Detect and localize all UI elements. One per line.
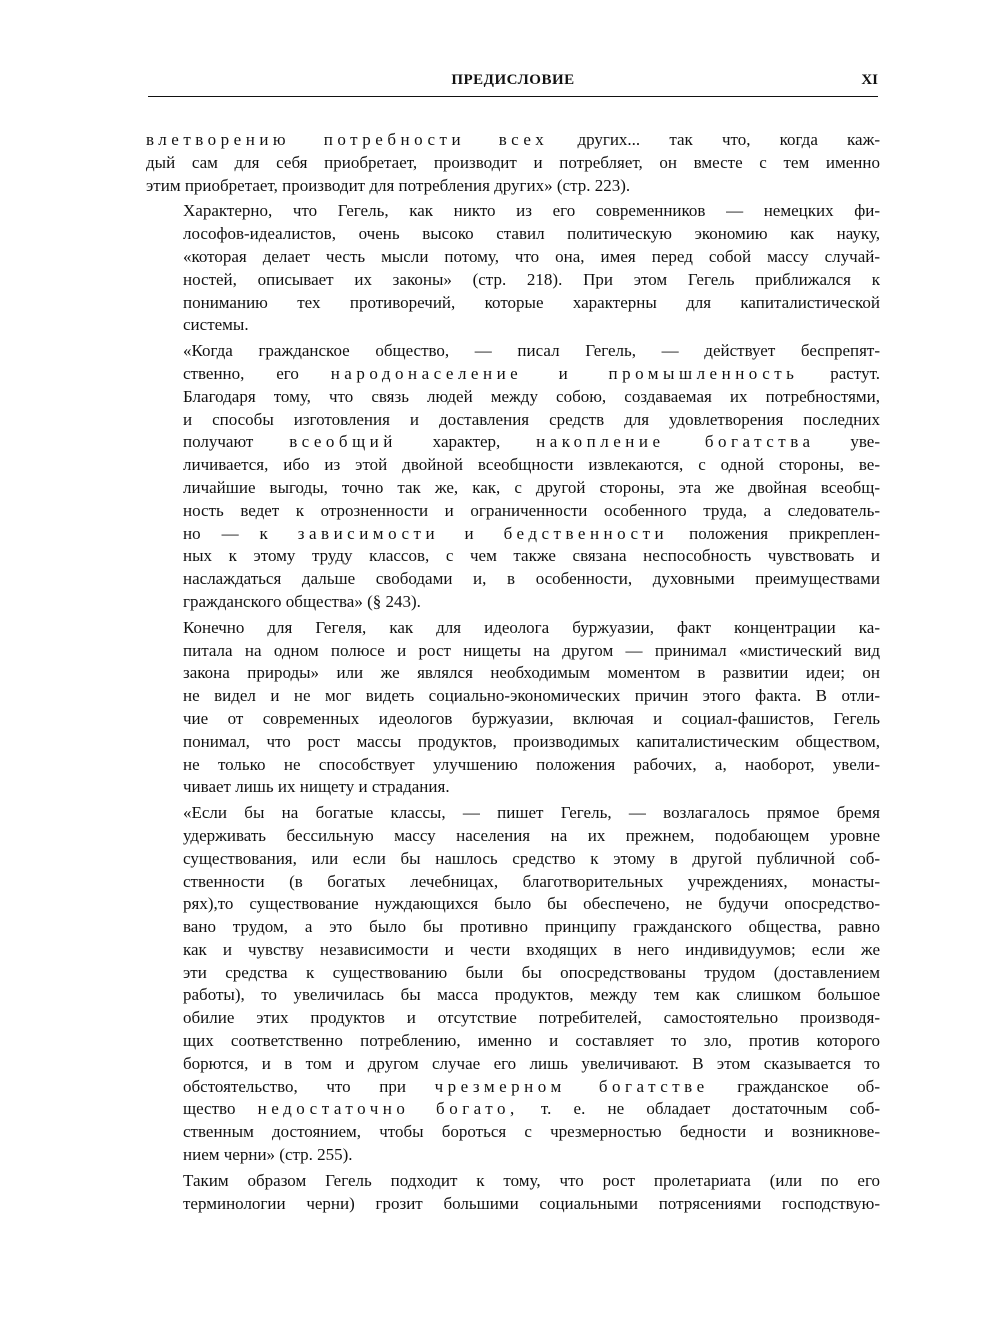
page-header [148,70,878,97]
text-line: гражданского общества» (§ 243). [183,591,421,611]
text-line: удерживать бессильную массу населения на их прежнем, подобающем уровне [183,825,880,845]
text-line: ственно, его народонаселение и промышленность растут. [183,363,881,383]
paragraph [146,1170,880,1216]
spaced-emphasis: влетворению потребности всех [146,130,549,149]
text-line: не видел и не мог видеть социально-экономических причин этого факта. В отли- [183,686,880,706]
text-line: лософов-идеалистов, очень высоко ставил политическую экономию как науку, [183,224,880,244]
spaced-emphasis: всеобщий [289,432,397,452]
text-line: Конечно для Гегеля, как для идеолога буржуазии, факт концентрации ка- [183,617,880,637]
paragraph-continuation [146,129,880,197]
text-line: ных к этому труду классов, с чем также связана неспособность чувствовать и [183,546,880,566]
text-line: системы. [183,315,249,335]
text-line: ственным достоянием, чтобы бороться с чрезмерностью бедности и возникнове- [183,1122,880,1142]
running-title: ПРЕДИСЛОВИЕ [451,72,575,88]
text-line: обстоятельство, что при чрезмерном богатстве гражданское об- [183,1076,880,1096]
text-line: и способы изготовления и доставления средств для удовлетворения последних [183,409,880,429]
text-line: вано трудом, а это было бы противно принципу гражданского общества, равно [183,917,880,937]
text-line: существования, или если бы нашлось средство к этому в другой публичной соб- [183,848,880,868]
text-line: эти средства к существованию были бы опосредствованы трудом (доставлением [183,962,880,982]
text-line: личайшие выгоды, точно так же, как, с другой стороны, эта же двойная всеобщ- [183,477,880,497]
paragraph [146,200,880,337]
text-line: нием черни» (стр. 255). [183,1145,353,1165]
spaced-emphasis: накопление богатства [536,432,815,452]
paragraph [146,802,880,1167]
page-number: XI [861,72,878,88]
text-line: ность ведет к отрозненности и ограниченности особенного труда, а следователь- [183,500,880,520]
text-line: дый сам для себя приобретает, производит и потребляет, он вместе с тем именно [146,152,880,172]
text-line: наслаждаться дальше свободами и, в особенности, духовными преимуществами [183,569,880,589]
text-line: как и чувству независимости и чести входящих в него индивидуумов; если же [183,939,880,959]
body-text [146,129,880,1218]
text-line: борются, и в том и другом случае его лишь увеличивают. В этом сказывается то [183,1053,880,1073]
text-line: ственности (в богатых лечебницах, благотворительных учреждениях, монасты- [183,871,880,891]
text-line: чивает лишь их нищету и страдания. [183,777,450,797]
text-line: работы), то увеличилась бы масса продуктов, между тем как слишком большое [183,985,880,1005]
text-line: не только не способствует улучшению положения рабочих, а, наоборот, увели- [183,754,880,774]
text-line: обилие этих продуктов и отсутствие потребителей, самостоятельно производя- [183,1008,880,1028]
spaced-emphasis: чрезмерном богатстве [434,1076,709,1096]
text-line: получают всеобщий характер, накопление богатства уве- [183,432,880,452]
spaced-emphasis: к зависимости и бедственности [259,523,669,543]
text-line: личивается, ибо из этой двойной всеобщности извлекаются, с одной стороны, ве- [183,455,880,475]
text-line: Таким образом Гегель подходит к тому, что рост пролетариата (или по его [183,1170,880,1190]
text-line: закона природы» или же являлся необходимым моментом в развитии идеи; он [183,663,880,683]
text-line: «которая делает честь мысли потому, что она, имея перед собой массу случай- [183,246,880,266]
paragraph [146,340,880,614]
text-line: Благодаря тому, что связь людей между собою, создаваемая их потребностями, [183,386,880,406]
text-line: рях),то существование нуждающихся было бы обеспечено, не будучи опосредство- [183,894,880,914]
text-line: влетворению потребности всех другиx... так что, когда каж- [146,130,880,149]
text-line: чие от современных идеологов буржуазии, включая и социал-фашистов, Гегель [183,708,880,728]
text-line: питала на одном полюсе и рост нищеты на другом — принимал «мистический вид [183,640,880,660]
text-line: понимал, что рост массы продуктов, производимых капиталистическим обществом, [183,731,880,751]
text-line: ностей, описывает их законы» (стр. 218). При этом Гегель приближался к [183,269,880,289]
text-line: этим приобретает, производит для потребления других» (стр. 223). [146,175,631,195]
text-line: «Когда гражданское общество, — писал Гегель, — действует беспрепят- [183,341,880,361]
spaced-emphasis: народонаселение и промышленность [330,363,799,383]
text-line: «Если бы на богатые классы, — пишет Гегель, — возлагалось прямое бремя [183,803,880,823]
paragraph [146,617,880,799]
text-line: терминологии черни) грозит большими социальными потрясениями господствую- [183,1193,880,1213]
text-line: но — к зависимости и бедственности положения прикреплен- [183,523,880,543]
text-line: пониманию тех противоречий, которые характерны для капиталистической [183,292,880,312]
text-line: щих соответственно потреблению, именно и составляет то зло, против которого [183,1031,880,1051]
spaced-emphasis: недостаточно богато, [257,1099,519,1119]
text-line: щество недостаточно богато, т. е. не обладает достаточным соб- [183,1099,881,1119]
text-line: Характерно, что Гегель, как никто из его современников — немецких фи- [183,201,880,221]
